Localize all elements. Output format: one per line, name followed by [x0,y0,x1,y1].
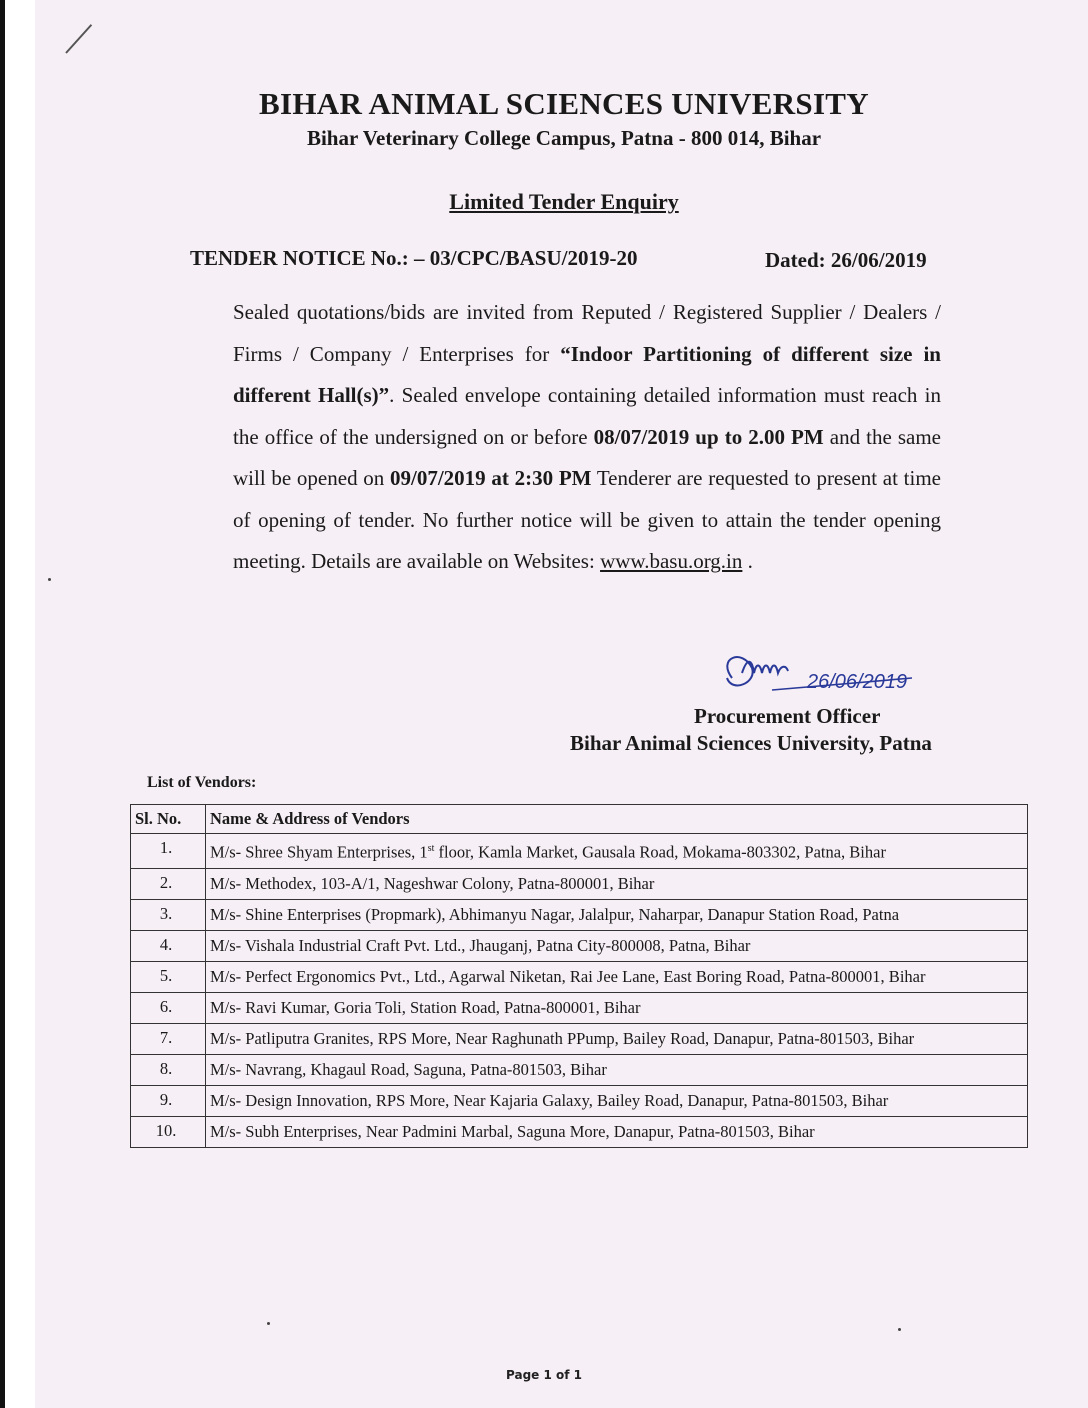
vendor-name-address: M/s- Navrang, Khagaul Road, Saguna, Patna-801503, Bihar [206,1054,1028,1085]
website-link[interactable]: www.basu.org.in [600,549,743,573]
vendor-name-address: M/s- Shine Enterprises (Propmark), Abhimanyu Nagar, Jalalpur, Naharpar, Danapur Station Road, Patna [206,899,1028,930]
tender-notice-number: TENDER NOTICE No.: – 03/CPC/BASU/2019-20 [190,246,638,270]
vendor-name-address: M/s- Design Innovation, RPS More, Near Kajaria Galaxy, Bailey Road, Danapur, Patna-801503, Bihar [206,1085,1028,1116]
vendor-name-address: M/s- Subh Enterprises, Near Padmini Marbal, Saguna More, Danapur, Patna-801503, Bihar [206,1116,1028,1147]
tender-item: “Indoor Partitioning of different size in different Hall(s)” [233,341,941,407]
vendors-table [130,804,1028,1148]
column-header-name-address: Name & Address of Vendors [206,805,1028,834]
vendor-sl-no: 3. [131,899,206,930]
vendors-list-label: List of Vendors: [147,774,257,791]
vendor-sl-no: 1. [131,834,206,869]
pen-mark [65,24,92,54]
scan-speck [48,578,51,581]
handwritten-signature [712,648,932,698]
document-heading: Limited Tender Enquiry [449,189,679,214]
vendor-sl-no: 9. [131,1085,206,1116]
submission-deadline: 08/07/2019 up to 2.00 PM [593,424,824,449]
table-row [131,834,1028,869]
body-text-5: . [742,549,753,573]
page-number: Page 1 of 1 [506,1368,582,1382]
notice-date: Dated: 26/06/2019 [765,248,927,272]
vendor-name-address: M/s- Ravi Kumar, Goria Toli, Station Road, Patna-800001, Bihar [206,992,1028,1023]
vendor-sl-no: 10. [131,1116,206,1147]
vendor-sl-no: 5. [131,961,206,992]
table-row [131,961,1028,992]
table-row [131,868,1028,899]
notice-body [233,292,941,583]
opening-datetime: 09/07/2019 at 2:30 PM [390,466,592,490]
signatory-organization: Bihar Animal Sciences University, Patna [570,731,932,755]
table-row [131,1116,1028,1147]
body-text-2: . Sealed envelope containing detailed information must reach in the office of the undersigned on or before [233,383,941,449]
scan-speck [267,1322,270,1325]
vendor-sl-no: 6. [131,992,206,1023]
table-row [131,1054,1028,1085]
table-row [131,930,1028,961]
vendor-sl-no: 2. [131,868,206,899]
vendor-sl-no: 7. [131,1023,206,1054]
vendor-sl-no: 8. [131,1054,206,1085]
vendor-name-address: M/s- Perfect Ergonomics Pvt., Ltd., Agarwal Niketan, Rai Jee Lane, East Boring Road, Patna-800001, Bihar [206,961,1028,992]
university-title: BIHAR ANIMAL SCIENCES UNIVERSITY [259,86,869,121]
table-row [131,992,1028,1023]
body-text-1: Sealed quotations/bids are invited from Reputed / Registered Supplier / Dealers / Firms / Company / Enterprises for [233,300,941,366]
vendor-name-address: M/s- Patliputra Granites, RPS More, Near Raghunath PPump, Bailey Road, Danapur, Patna-801503, Bihar [206,1023,1028,1054]
table-header-row [131,805,1028,834]
vendor-sl-no: 4. [131,930,206,961]
body-text-3: and the same will be opened on [233,424,942,490]
body-text-4: Tenderer are requested to present at time of opening of tender. No further notice will be given to attain the tender opening meeting. Details are available on Websites: [233,466,941,573]
vendor-name-address: M/s- Shree Shyam Enterprises, 1st floor, Kamla Market, Gausala Road, Mokama-803302, Patna, Bihar [206,834,1028,869]
scan-speck [898,1328,901,1331]
column-header-sl-no: Sl. No. [131,805,206,834]
university-address: Bihar Veterinary College Campus, Patna - 800 014, Bihar [306,126,822,150]
vendor-name-address: M/s- Methodex, 103-A/1, Nageshwar Colony, Patna-800001, Bihar [206,868,1028,899]
signatory-title: Procurement Officer [694,704,881,728]
table-row [131,1085,1028,1116]
handwritten-date: 26/06/2019 [807,671,908,693]
vendor-name-address: M/s- Vishala Industrial Craft Pvt. Ltd., Jhauganj, Patna City-800008, Patna, Bihar [206,930,1028,961]
table-row [131,1023,1028,1054]
table-row [131,899,1028,930]
